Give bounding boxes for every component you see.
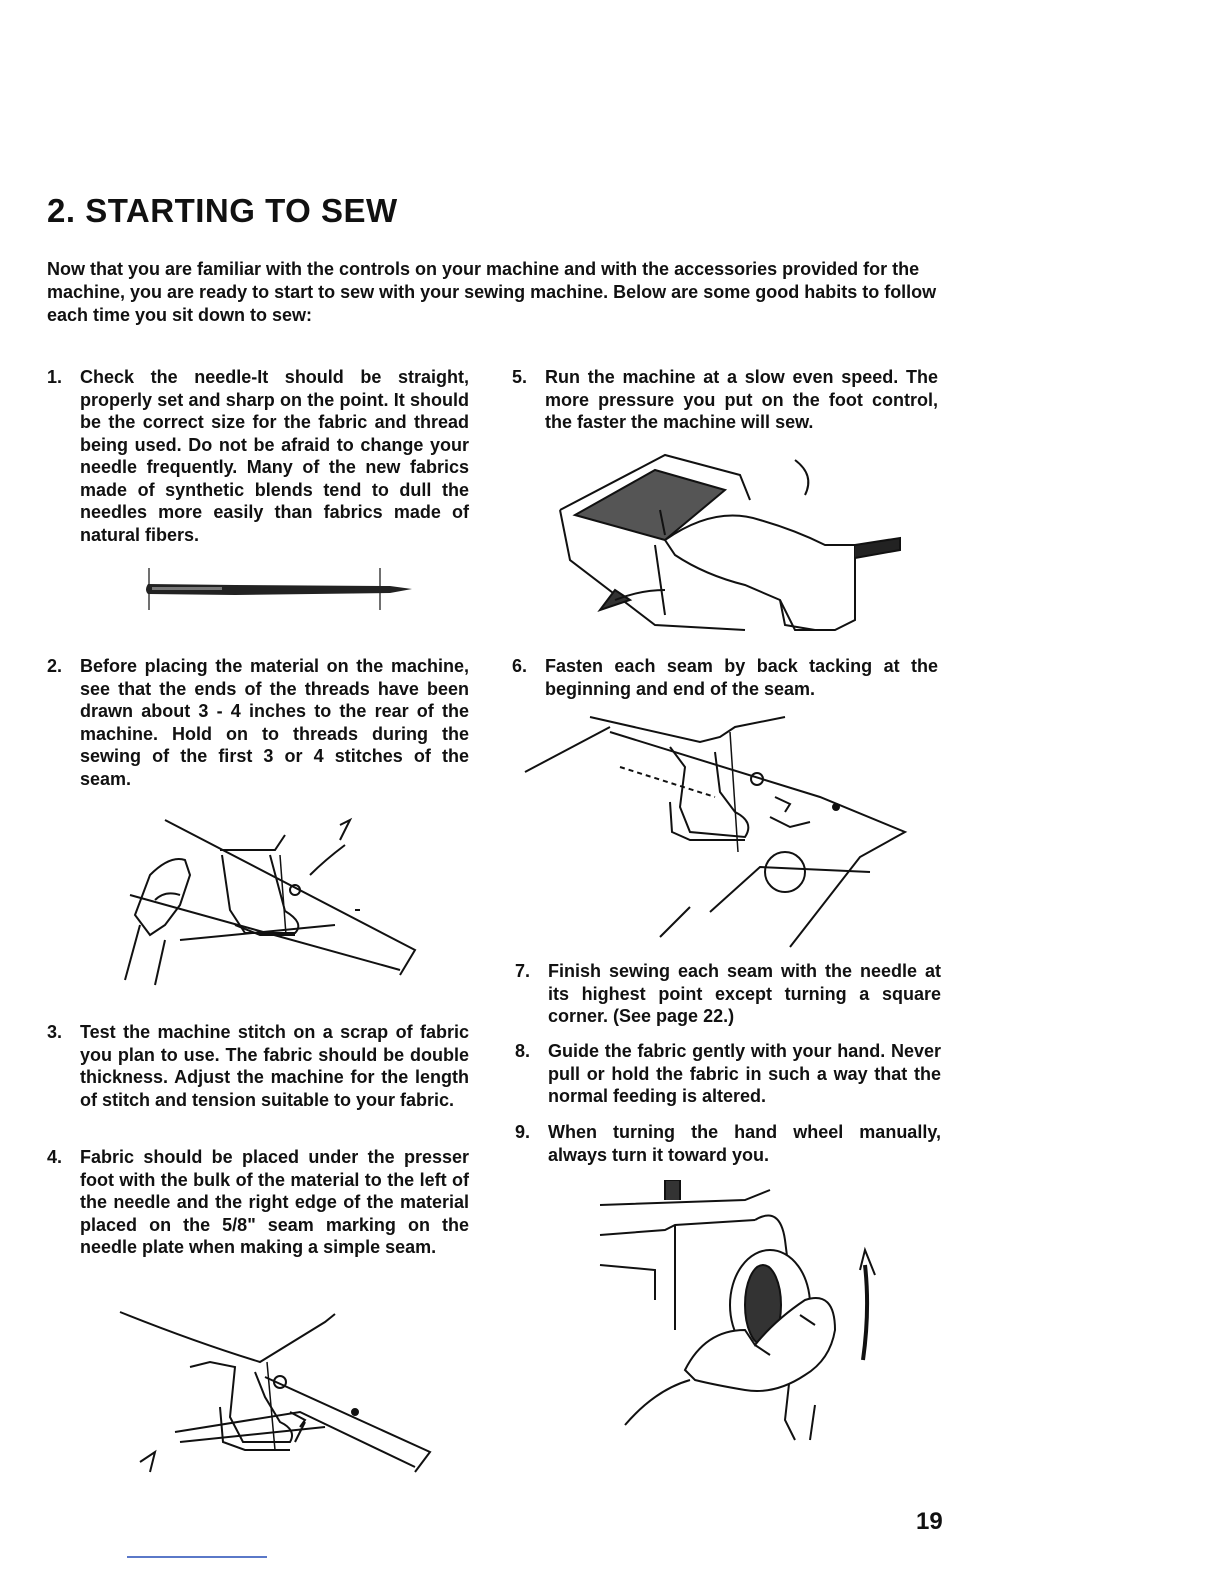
footer-rule [127, 1556, 267, 1558]
step-3 [47, 1021, 469, 1111]
step-5 [512, 366, 938, 434]
step-text: When turning the hand wheel manually, always turn it toward you. [548, 1122, 941, 1165]
section-title: 2. STARTING TO SEW [47, 192, 398, 229]
step-text: Fabric should be placed under the presser foot with the bulk of the material to the left of the needle and the right edge of the material placed on the 5/8" seam marking on the needle plate when making a simple seam. [80, 1147, 469, 1257]
step-text: Guide the fabric gently with your hand. Never pull or hold the fabric in such a way that the normal feeding is altered. [548, 1041, 941, 1106]
step-number: 1. [47, 367, 63, 387]
step-6 [512, 655, 938, 700]
step-text: Check the needle-It should be straight, properly set and sharp on the point. It should be the correct size for the fabric and thread being used. Do not be afraid to change your needle frequently. Many of the new fabrics made of synthetic blends tend to dull the needles more easily than fabrics made of natural fibers. [80, 367, 469, 545]
step-number: 3. [47, 1022, 63, 1042]
step-text: Fasten each seam by back tacking at the beginning and end of the seam. [545, 656, 938, 699]
step-text: Run the machine at a slow even speed. The more pressure you put on the foot control, the faster the machine will sew. [545, 367, 938, 432]
step-8 [515, 1040, 941, 1108]
page-number: 19 [916, 1508, 943, 1535]
foot-control-illustration [555, 450, 915, 645]
step-4 [47, 1146, 469, 1259]
step-number: 9. [515, 1122, 531, 1142]
step-text: Test the machine stitch on a scrap of fabric you plan to use. The fabric should be double thickness. Adjust the machine for the length of stitch and tension suitable to your fabric. [80, 1022, 469, 1110]
step-9 [515, 1121, 941, 1166]
hand-wheel-illustration [595, 1180, 895, 1455]
step-number: 5. [512, 367, 528, 387]
step-2 [47, 655, 469, 790]
intro-paragraph: Now that you are familiar with the controls on your machine and with the accessories provided for the machine, you are ready to start to sew with your sewing machine. Below are some good habits to follow each time you sit down to sew: [47, 259, 937, 325]
step-1 [47, 366, 469, 546]
step-7 [515, 960, 941, 1028]
step-number: 8. [515, 1041, 531, 1061]
step-text: Before placing the material on the machine, see that the ends of the threads have been drawn about 3 - 4 inches to the rear of the machine. Hold on to threads during the sewing of the first 3 or 4 stitches of the seam. [80, 656, 469, 789]
step-number: 7. [515, 961, 531, 981]
back-tacking-illustration [520, 712, 915, 952]
step-number: 6. [512, 656, 528, 676]
step-number: 4. [47, 1147, 63, 1167]
needle-illustration [140, 566, 420, 612]
threads-hold-illustration [110, 815, 430, 990]
step-number: 2. [47, 656, 63, 676]
step-text: Finish sewing each seam with the needle at its highest point except turning a square corner. (See page 22.) [548, 961, 941, 1026]
fabric-placement-illustration [115, 1302, 435, 1482]
